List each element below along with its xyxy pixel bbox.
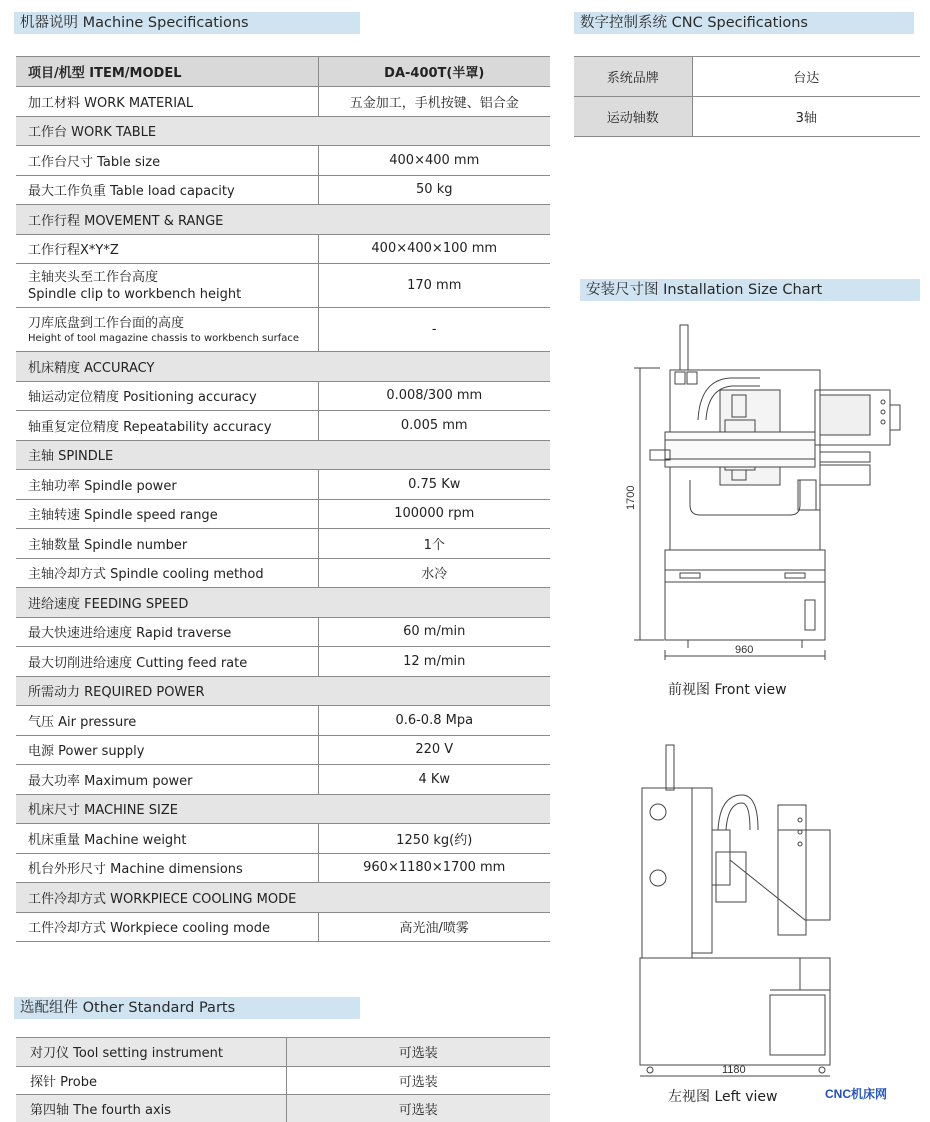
spec-group-label: 所需动力 REQUIRED POWER: [16, 676, 550, 706]
spec-row: [16, 234, 550, 264]
spec-group-row: [16, 676, 550, 706]
spec-label: [16, 264, 318, 308]
cnc-value: 台达: [692, 57, 920, 97]
install-chart-title: 安装尺寸图 Installation Size Chart: [580, 279, 920, 301]
spec-row: [16, 765, 550, 795]
spec-group-row: [16, 352, 550, 382]
option-value: 可选装: [286, 1095, 550, 1122]
spec-label: 电源 Power supply: [16, 735, 318, 765]
cnc-value: 3轴: [692, 97, 920, 137]
spec-header-model: DA-400T(半罩): [318, 57, 550, 87]
spec-label: 主轴数量 Spindle number: [16, 529, 318, 559]
option-row: [16, 1038, 550, 1067]
spec-row: [16, 529, 550, 559]
spec-label: 机台外形尺寸 Machine dimensions: [16, 853, 318, 883]
spec-group-row: [16, 440, 550, 470]
spec-row: [16, 853, 550, 883]
spec-group-label: 机床尺寸 MACHINE SIZE: [16, 794, 550, 824]
spec-value: 100000 rpm: [318, 499, 550, 529]
spec-group-row: [16, 794, 550, 824]
left-width-label: 1180: [722, 1064, 746, 1076]
option-value: 可选装: [286, 1066, 550, 1095]
machine-spec-table: [16, 56, 550, 942]
spec-group-label: 工作行程 MOVEMENT & RANGE: [16, 205, 550, 235]
spec-row: [16, 146, 550, 176]
spec-label: 主轴转速 Spindle speed range: [16, 499, 318, 529]
spec-label: 轴重复定位精度 Repeatability accuracy: [16, 411, 318, 441]
spec-group-row: [16, 588, 550, 618]
spec-row: [16, 735, 550, 765]
spec-value: 400×400×100 mm: [318, 234, 550, 264]
spec-row: [16, 175, 550, 205]
spec-value: 五金加工，手机按键、铝合金: [318, 87, 550, 117]
cnc-specs-title: 数字控制系统 CNC Specifications: [574, 12, 914, 34]
spec-group-row: [16, 883, 550, 913]
spec-row: [16, 824, 550, 854]
spec-row: [16, 87, 550, 117]
spec-row: [16, 912, 550, 942]
spec-label: 轴运动定位精度 Positioning accuracy: [16, 381, 318, 411]
cnc-label: 系统品牌: [574, 57, 692, 97]
spec-row: [16, 411, 550, 441]
spec-group-label: 工作台 WORK TABLE: [16, 116, 550, 146]
spec-label: 最大切削进给速度 Cutting feed rate: [16, 647, 318, 677]
cnc-spec-table: [574, 56, 920, 137]
spec-group-row: [16, 205, 550, 235]
front-view-drawing: [620, 320, 910, 660]
front-width-label: 960: [735, 644, 754, 656]
spec-row: [16, 308, 550, 352]
left-view-drawing: [630, 740, 850, 1080]
spec-label: 加工材料 WORK MATERIAL: [16, 87, 318, 117]
site-watermark: CNC机床网: [825, 1087, 887, 1101]
spec-value: 960×1180×1700 mm: [318, 853, 550, 883]
machine-specs-title: 机器说明 Machine Specifications: [14, 12, 360, 34]
spec-row: [16, 470, 550, 500]
spec-value: 170 mm: [318, 264, 550, 308]
spec-value: 0.005 mm: [318, 411, 550, 441]
spec-value: 50 kg: [318, 175, 550, 205]
option-label: 探针 Probe: [16, 1066, 286, 1095]
spec-row: [16, 617, 550, 647]
spec-label-en: Height of tool magazine chassis to workbench surface: [28, 332, 299, 344]
spec-value: 0.75 Kw: [318, 470, 550, 500]
spec-label: 气压 Air pressure: [16, 706, 318, 736]
spec-group-row: [16, 116, 550, 146]
spec-label: 工作行程X*Y*Z: [16, 234, 318, 264]
spec-row: [16, 381, 550, 411]
spec-label: [16, 308, 318, 352]
option-label: 第四轴 The fourth axis: [16, 1095, 286, 1122]
cnc-row: [574, 57, 920, 97]
spec-label-en: Spindle clip to workbench height: [28, 286, 242, 302]
spec-value: 4 Kw: [318, 765, 550, 795]
spec-value: 水冷: [318, 558, 550, 588]
other-parts-title: 选配组件 Other Standard Parts: [14, 997, 360, 1019]
spec-label: 最大工作负重 Table load capacity: [16, 175, 318, 205]
spec-label: 工作台尺寸 Table size: [16, 146, 318, 176]
spec-group-label: 工件冷却方式 WORKPIECE COOLING MODE: [16, 883, 550, 913]
option-row: [16, 1095, 550, 1122]
spec-value: 12 m/min: [318, 647, 550, 677]
spec-label: 机床重量 Machine weight: [16, 824, 318, 854]
spec-value: 0.6-0.8 Mpa: [318, 706, 550, 736]
spec-row: [16, 264, 550, 308]
spec-label: 主轴冷却方式 Spindle cooling method: [16, 558, 318, 588]
spec-value: 1250 kg(约): [318, 824, 550, 854]
spec-value: 220 V: [318, 735, 550, 765]
spec-header-row: [16, 57, 550, 87]
option-label: 对刀仪 Tool setting instrument: [16, 1038, 286, 1067]
spec-label: 最大功率 Maximum power: [16, 765, 318, 795]
spec-value: 1个: [318, 529, 550, 559]
spec-row: [16, 647, 550, 677]
spec-group-label: 机床精度 ACCURACY: [16, 352, 550, 382]
left-view-caption: 左视图 Left view: [668, 1089, 778, 1105]
spec-label-cn: 主轴夹头至工作台高度: [28, 269, 159, 285]
other-parts-table: [16, 1037, 550, 1122]
spec-label-cn: 刀库底盘到工作台面的高度: [28, 315, 185, 331]
spec-value: 400×400 mm: [318, 146, 550, 176]
spec-header-item: 项目/机型 ITEM/MODEL: [16, 57, 318, 87]
spec-value: -: [318, 308, 550, 352]
cnc-row: [574, 97, 920, 137]
spec-row: [16, 558, 550, 588]
spec-label: 工件冷却方式 Workpiece cooling mode: [16, 912, 318, 942]
spec-group-label: 进给速度 FEEDING SPEED: [16, 588, 550, 618]
front-height-label: 1700: [625, 485, 637, 510]
spec-label: 主轴功率 Spindle power: [16, 470, 318, 500]
front-view-caption: 前视图 Front view: [668, 682, 787, 698]
spec-value: 高光油/喷雾: [318, 912, 550, 942]
cnc-label: 运动轴数: [574, 97, 692, 137]
spec-label: 最大快速进给速度 Rapid traverse: [16, 617, 318, 647]
option-value: 可选装: [286, 1038, 550, 1067]
spec-row: [16, 706, 550, 736]
option-row: [16, 1066, 550, 1095]
spec-value: 60 m/min: [318, 617, 550, 647]
spec-group-label: 主轴 SPINDLE: [16, 440, 550, 470]
spec-value: 0.008/300 mm: [318, 381, 550, 411]
spec-row: [16, 499, 550, 529]
